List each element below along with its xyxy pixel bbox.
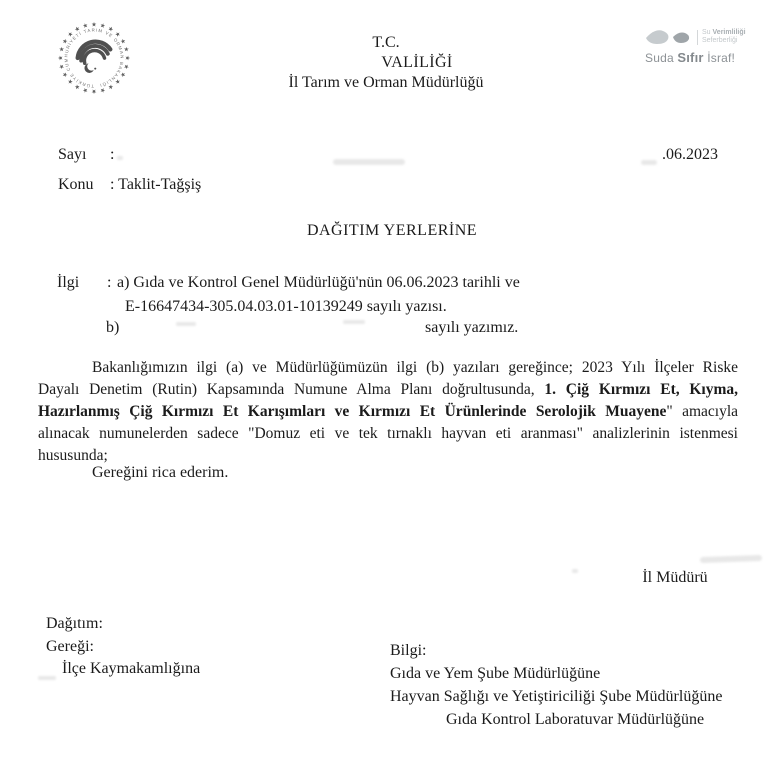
body-line: alınacak numunelerden sadece "Domuz eti ve tek tırnaklı hayvan eti aranması" analizlerinin istenmesi xyxy=(38,425,738,442)
seal-star-ring xyxy=(58,22,130,94)
ilgi-a-line1: a) Gıda ve Kontrol Genel Müdürlüğü'nün 06.06.2023 tarihli ve xyxy=(117,274,520,291)
sayi-colon: : xyxy=(110,146,115,163)
distribution-title: Dağıtım: xyxy=(46,615,103,632)
water-line1b: Verimliliği xyxy=(712,29,746,36)
letterhead-tc: T.C. xyxy=(372,34,400,51)
svg-text:TÜRKİYE CUMHURİYETİ TARIM VE O xyxy=(63,27,124,88)
closing-line: Gereğini rica ederim. xyxy=(92,464,229,481)
geregi-label: Gereği: xyxy=(46,637,94,655)
scan-smudge xyxy=(176,322,196,326)
slogan-word-2: Sıfır xyxy=(677,50,704,65)
body-line: hususunda; xyxy=(38,447,108,464)
ilgi-b-suffix: sayılı yazımız. xyxy=(425,319,519,336)
ilgi-colon: : xyxy=(107,274,112,291)
geregi-item: İlçe Kaymakamlığına xyxy=(62,660,201,677)
water-line2: Seferberliği xyxy=(702,37,738,44)
slogan-word-1: Suda xyxy=(645,51,674,65)
divider xyxy=(697,30,698,45)
seal-leaves-icon xyxy=(76,40,112,65)
scan-smudge xyxy=(572,569,578,573)
water-drops-icon xyxy=(645,27,695,47)
sayi-label: Sayı xyxy=(58,146,87,163)
letterhead-governorship: VALİLİĞİ xyxy=(381,54,453,71)
letterhead-directorate: İl Tarım ve Orman Müdürlüğü xyxy=(288,74,484,91)
ilgi-label: İlgi xyxy=(57,274,80,291)
signature-title: İl Müdürü xyxy=(642,569,708,586)
document-date: .06.2023 xyxy=(662,146,718,163)
scan-smudge xyxy=(117,156,123,160)
distribution-right xyxy=(390,639,722,731)
scan-smudge xyxy=(641,160,657,165)
letterhead xyxy=(236,33,536,93)
water-campaign-name xyxy=(702,29,746,45)
body-line: Bakanlığımızın ilgi (a) ve Müdürlüğümüzün ilgi (b) yazıları gereğince; 2023 Yılı İlçeler Riske xyxy=(92,359,738,376)
seal-ring-text: TÜRKİYE CUMHURİYETİ TARIM VE ORMAN BAKANLIĞI xyxy=(63,27,125,89)
konu-value: : Taklit-Tağşiş xyxy=(110,176,202,193)
body-paragraph xyxy=(38,357,738,467)
slogan-word-3: İsraf! xyxy=(707,51,736,65)
scan-smudge xyxy=(343,320,365,324)
water-campaign-logo xyxy=(645,27,765,65)
distribution-left xyxy=(46,613,200,681)
ilgi-a-line2: E-16647434-305.04.03.01-10139249 sayılı yazısı. xyxy=(125,298,447,315)
bilgi-item: Gıda Kontrol Laboratuvar Müdürlüğüne xyxy=(446,711,705,728)
ministry-seal-icon xyxy=(55,19,133,97)
water-line1a: Su xyxy=(702,29,711,36)
scan-smudge xyxy=(700,555,762,563)
bilgi-item: Hayvan Sağlığı ve Yetiştiriciliği Şube Müdürlüğüne xyxy=(390,688,723,705)
scan-smudge xyxy=(38,676,56,680)
recipient-title: DAĞITIM YERLERİNE xyxy=(306,222,478,239)
ilgi-b-label: b) xyxy=(106,319,120,336)
body-line: Dayalı Denetim (Rutin) Kapsamında Numune Alma Planı doğrultusunda, 1. Çiğ Kırmızı Et, Kıyma, xyxy=(38,381,738,398)
bilgi-label: Bilgi: xyxy=(390,642,427,659)
scan-smudge xyxy=(333,159,405,165)
konu-label: Konu xyxy=(58,176,94,193)
bilgi-item: Gıda ve Yem Şube Müdürlüğüne xyxy=(390,665,601,682)
water-slogan xyxy=(645,50,765,65)
body-line: Hazırlanmış Çiğ Kırmızı Et Karışımları ve Kırmızı Et Ürünlerinde Serolojik Muayene" amacıyla xyxy=(38,403,738,420)
